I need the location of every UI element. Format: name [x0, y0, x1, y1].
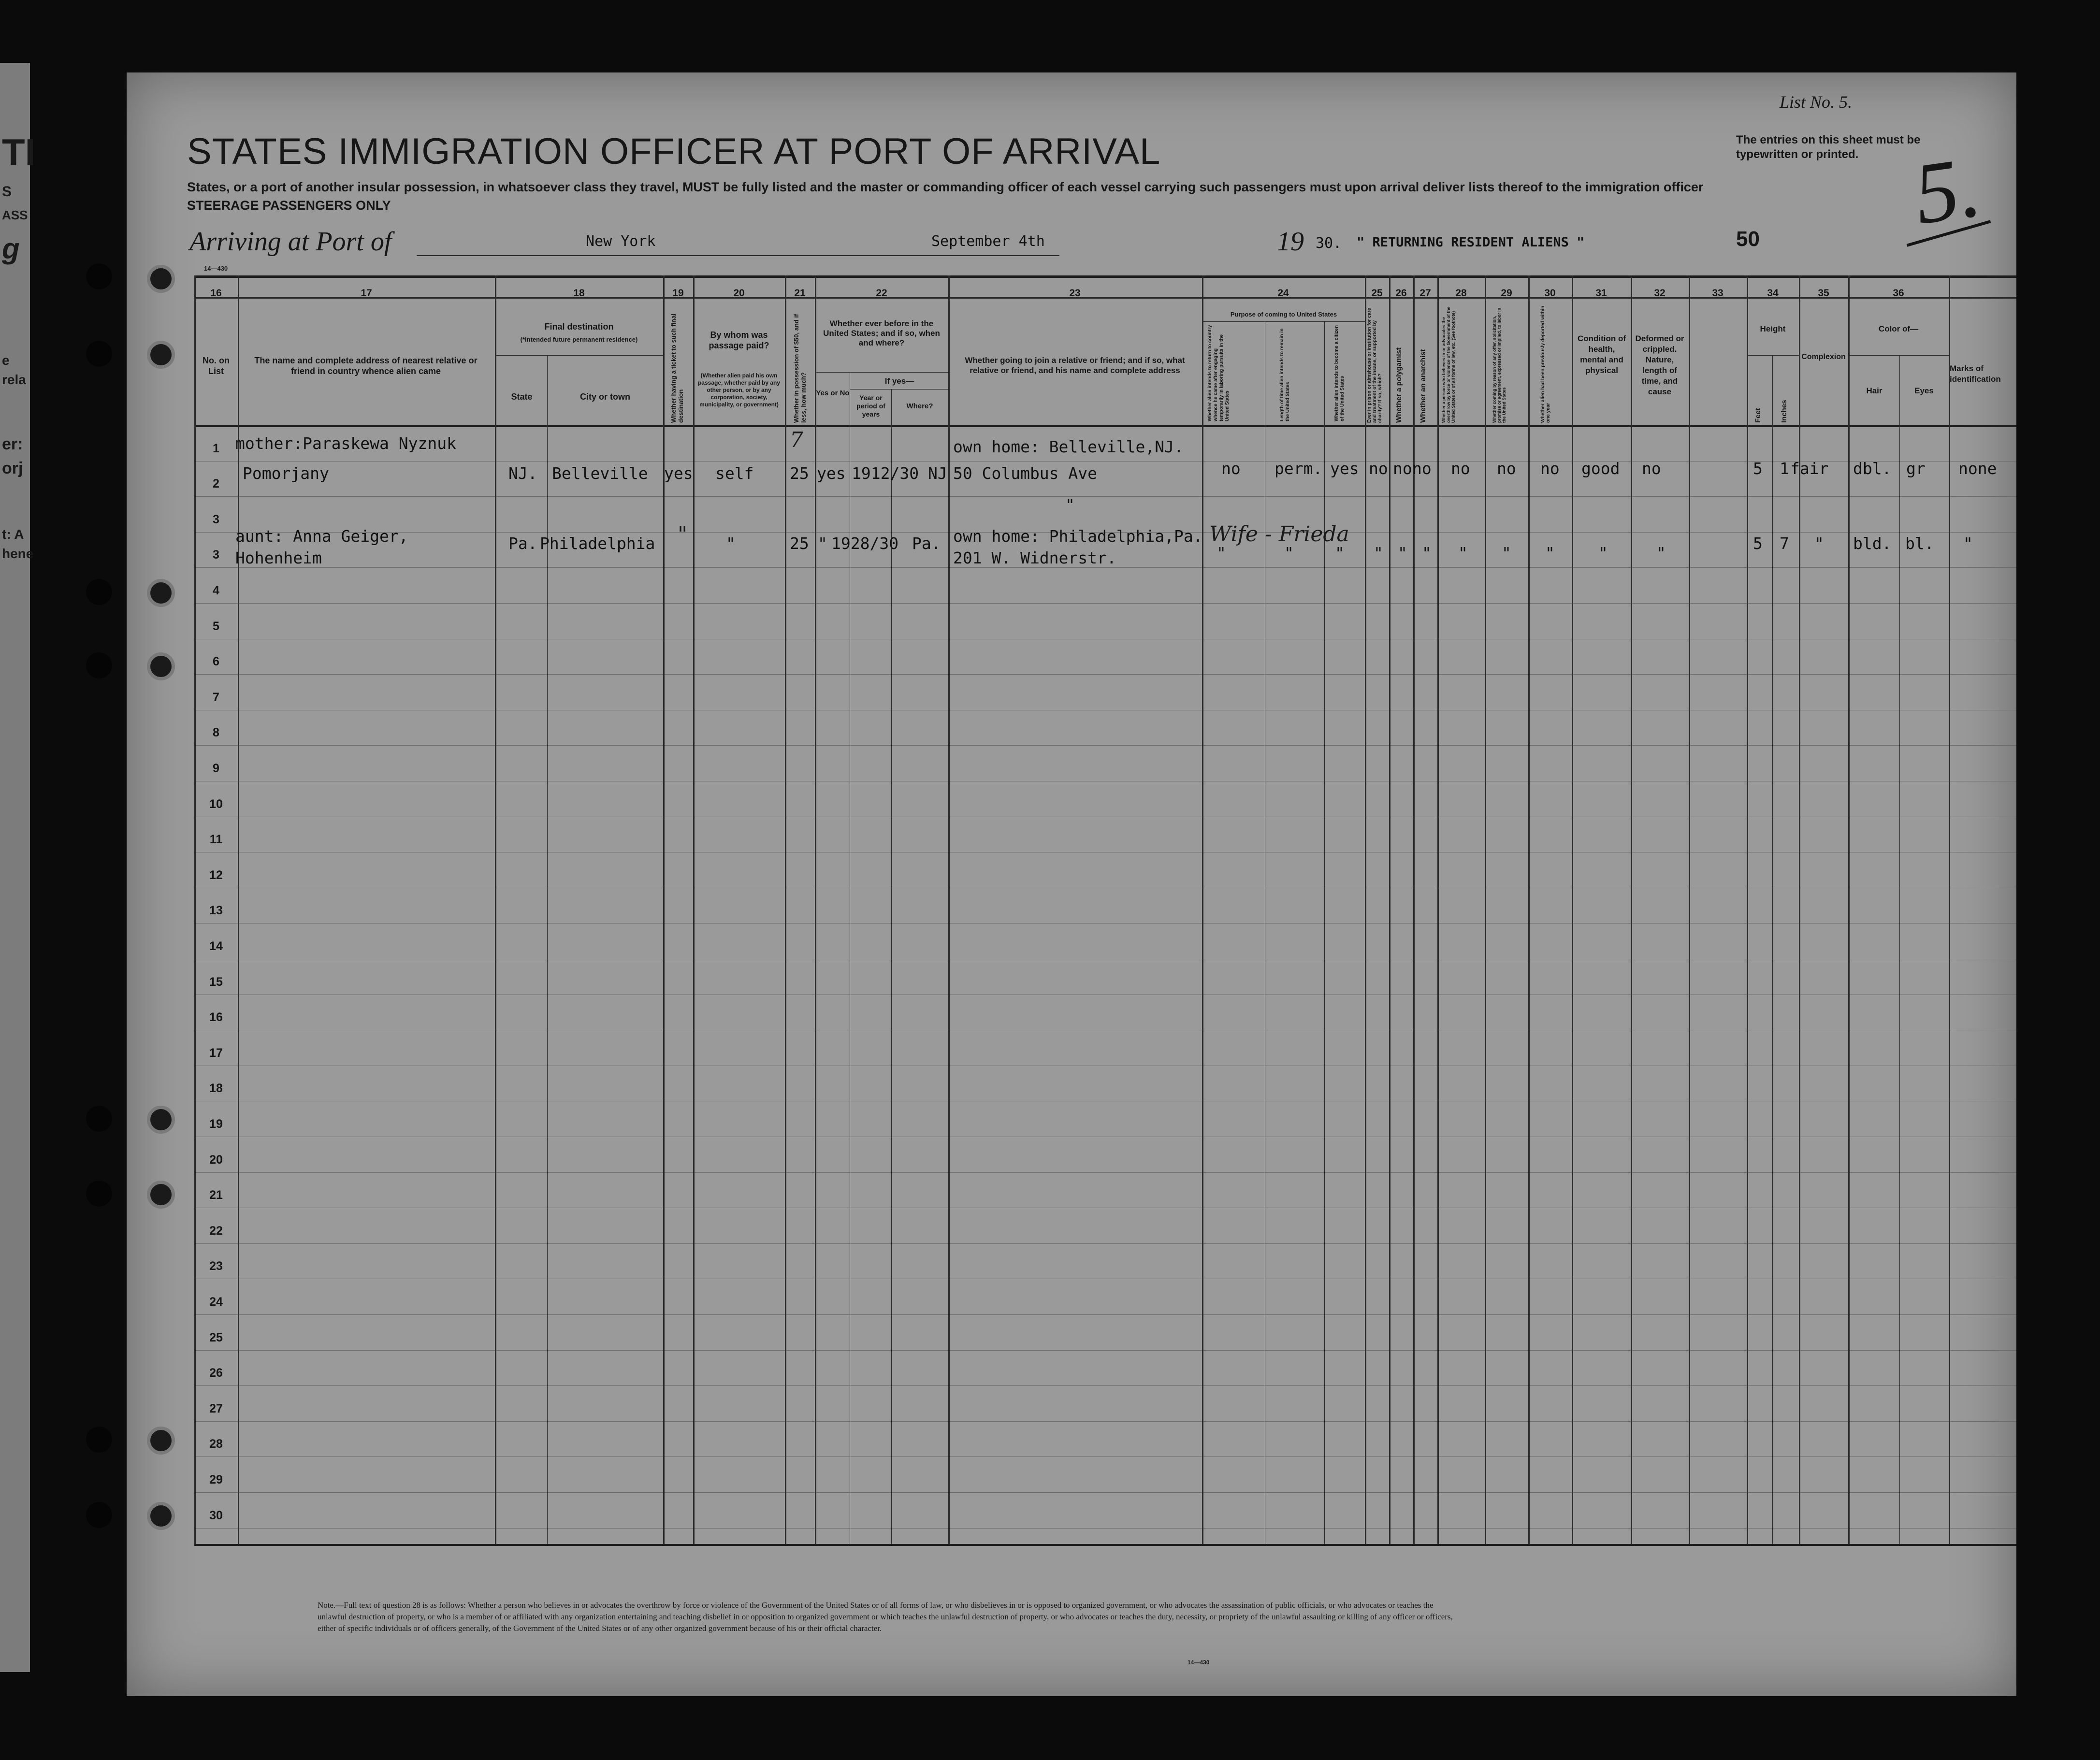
- row-number: 6: [213, 655, 219, 669]
- row-number: 17: [209, 1046, 223, 1060]
- header-if-yes: If yes—: [884, 376, 914, 386]
- row-number: 8: [213, 726, 219, 740]
- header-anarchist: Whether an anarchist: [1419, 349, 1427, 423]
- header-purpose-citizen: Whether alien intends to become a citizen of the United States: [1334, 325, 1345, 421]
- row-number: 24: [209, 1295, 223, 1309]
- entry1-inches: 1: [1780, 459, 1789, 478]
- table-bottom-border: [194, 1544, 2016, 1546]
- previous-page-fragment: [0, 63, 36, 1672]
- row-rule: [194, 674, 2016, 675]
- header-subrule: [495, 355, 663, 356]
- header-state: State: [511, 392, 533, 402]
- header-subrule: [1747, 355, 1799, 356]
- entry1-relative-line2: Pomorjany: [243, 464, 329, 483]
- hole-reinforcement: [147, 652, 175, 680]
- column-number: 31: [1595, 288, 1607, 299]
- prev-page-text: t: A: [2, 527, 24, 542]
- binder-hole: [86, 1502, 112, 1528]
- hole-reinforcement: [147, 1502, 175, 1530]
- row-number: 30: [209, 1508, 223, 1522]
- entry1-hair: dbl.: [1853, 459, 1892, 478]
- row-rule: [194, 745, 2016, 746]
- prev-page-text: rela: [2, 372, 26, 387]
- entry1-deported: no: [1540, 459, 1560, 478]
- entry1-city: Belleville: [552, 464, 648, 483]
- row-number: 28: [209, 1437, 223, 1451]
- col-divider: [1631, 275, 1632, 1544]
- entry1-complexion: fair: [1790, 459, 1829, 478]
- entry3-state: Pa.: [508, 534, 537, 553]
- ditto-mark: ": [1065, 495, 1075, 514]
- prev-page-text: hene: [2, 546, 34, 561]
- entry1-purpose-length: perm.: [1274, 459, 1323, 478]
- row-rule: [194, 603, 2016, 604]
- footnote: Note.—Full text of question 28 is as follows: Whether a person who believes in or advocates the overthrow by force or violence of the Government of the United States or of all forms of law, or who disbelieves in or is opposed to organized government, or who advocates the assassination of public officials, or who advocates or teaches the unlawful destruction of property, or who is a member of or affiliated with any organization entertaining and teaching disbelief in or opposition to organized government or which teaches the unlawful destruction of property, or who advocates or teaches the duty, necessity, or propriety of the unlawful assaulting or killing of any officer or officers, either of specific individuals or of officers generally, of the Government of the United States or of any other organized government because of his or their official character.: [318, 1601, 1453, 1633]
- binder-hole: [86, 652, 112, 678]
- row-number: 11: [209, 833, 223, 847]
- col-divider: [948, 275, 950, 1544]
- row-number: 7: [213, 690, 219, 704]
- row-number: 9: [213, 762, 219, 775]
- hole-reinforcement: [147, 1106, 175, 1134]
- header-year-period: Year or period of years: [856, 394, 885, 418]
- row-number: 23: [209, 1259, 223, 1273]
- header-nearest-relative: The name and complete address of nearest relative or friend in country whence alien came: [254, 356, 478, 376]
- list-number: List No. 5.: [1780, 92, 1853, 112]
- prev-page-text: orj: [2, 459, 23, 477]
- header-ticket: Whether having a ticket to such final destination: [670, 313, 684, 423]
- row-number: 1: [213, 441, 219, 455]
- entry3-purpose-citizen: ": [1335, 544, 1345, 563]
- header-city: City or town: [580, 392, 630, 402]
- row-number: 14: [209, 939, 223, 953]
- entry1-anarchist: no: [1412, 459, 1432, 478]
- row-number: 2: [213, 477, 219, 491]
- sheet-count: 50: [1736, 227, 1760, 251]
- entry3-where: Pa.: [912, 534, 941, 553]
- entry3-eyes: bl.: [1905, 534, 1934, 553]
- row-number: 22: [209, 1224, 223, 1238]
- hole-reinforcement: [147, 265, 175, 293]
- col-divider: [693, 275, 695, 1544]
- header-overthrow: Whether a person who believes in or advocates the overthrow by force or violence of the Government of the United States or of all forms of law, etc. (See footnote): [1441, 306, 1456, 423]
- header-color-of: Color of—: [1878, 324, 1919, 333]
- column-number: 33: [1712, 288, 1723, 299]
- col-divider: [1437, 275, 1439, 1544]
- row-number: 21: [209, 1188, 223, 1202]
- table-rule: [194, 297, 2016, 299]
- row-number: 5: [213, 619, 219, 633]
- header-deported: Whether alien had been previously deported within one year: [1540, 305, 1551, 423]
- arriving-label: Arriving at Port of: [189, 227, 392, 257]
- row-number: 26: [209, 1366, 223, 1380]
- binder-hole: [86, 263, 112, 289]
- row-rule: [194, 1350, 2016, 1351]
- col-divider: [785, 275, 786, 1544]
- binder-hole: [86, 1106, 112, 1132]
- entry1-years: 1912/30: [852, 464, 919, 483]
- header-by-whom-note: (Whether alien paid his own passage, whether paid by any other person, or by any corporation, society, municipality, or government): [697, 372, 781, 408]
- header-join-relative: Whether going to join a relative or friend; and if so, what relative or friend, and his name and complete address: [965, 356, 1185, 375]
- row-rule: [194, 1528, 2016, 1529]
- column-number: 17: [361, 288, 372, 299]
- row-number: 4: [213, 584, 219, 597]
- entry3-join-line2: 201 W. Widnerstr.: [953, 548, 1116, 567]
- column-number: 16: [210, 288, 222, 299]
- manifest-sheet: [127, 72, 2016, 1696]
- entry3-relative-line2: Hohenheim: [235, 548, 322, 567]
- prev-page-text: er:: [2, 435, 23, 453]
- form-code: 14—430: [204, 265, 228, 272]
- binder-hole: [86, 1181, 112, 1207]
- header-subrule: [850, 389, 948, 390]
- entry3-handwritten-note: Wife - Frieda: [1209, 522, 1349, 547]
- entry3-join-line1: own home: Philadelphia,Pa.: [953, 527, 1203, 546]
- entry3-money: 25: [790, 534, 809, 553]
- header-deformed: Deformed or crippled. Nature, length of time, and cause: [1635, 334, 1684, 396]
- col-divider: [1772, 355, 1773, 1544]
- entry1-before: yes: [817, 464, 846, 483]
- entry3-ticket: ": [678, 522, 688, 547]
- row-number: 3: [213, 548, 219, 562]
- page-title: STATES IMMIGRATION OFFICER AT PORT OF ARRIVAL: [187, 131, 1161, 172]
- entry3-purpose-return: ": [1217, 544, 1226, 563]
- entry1-purpose-return: no: [1221, 459, 1241, 478]
- row-rule: [194, 461, 2016, 462]
- column-number: 22: [876, 288, 887, 299]
- arrival-port: New York: [586, 233, 656, 250]
- entry1-overthrow: no: [1451, 459, 1470, 478]
- header-purpose: Purpose of coming to United States: [1230, 311, 1337, 318]
- arrival-date: September 4th: [931, 233, 1045, 250]
- hole-reinforcement: [147, 341, 175, 369]
- row-number: 13: [209, 904, 223, 918]
- col-divider: [1528, 275, 1530, 1544]
- row-rule: [194, 496, 2016, 497]
- row-number: 3: [213, 512, 219, 526]
- category-label: " RETURNING RESIDENT ALIENS ": [1357, 235, 1585, 250]
- column-number: 19: [672, 288, 684, 299]
- row-number: 18: [209, 1082, 223, 1096]
- col-divider: [1848, 275, 1850, 1544]
- col-divider: [1324, 321, 1325, 1544]
- entry3-feet: 5: [1753, 534, 1763, 553]
- entry1-money: 25: [790, 464, 809, 483]
- col-divider: [1485, 275, 1486, 1544]
- entry3-inches: 7: [1780, 534, 1789, 553]
- entry3-paid-by: ": [726, 534, 736, 553]
- year-prefix: 19: [1277, 227, 1304, 257]
- header-height: Height: [1760, 324, 1786, 333]
- column-number: 27: [1419, 288, 1431, 299]
- hole-reinforcement: [147, 1427, 175, 1455]
- column-number: 30: [1544, 288, 1556, 299]
- row-number: 15: [209, 975, 223, 989]
- entry1-relative-line1: mother:Paraskewa Nyznuk: [235, 434, 456, 453]
- column-number: 29: [1501, 288, 1512, 299]
- entry3-polygamist: ": [1398, 544, 1407, 563]
- row-number: 20: [209, 1153, 223, 1167]
- entry1-polygamist: no: [1393, 459, 1412, 478]
- column-number: 23: [1069, 288, 1081, 299]
- page-subtitle: States, or a port of another insular possession, in whatsoever class they travel, MUST be fully listed and the master or commanding officer of each vessel carrying such passengers must upon arrival deliver lists thereof to the immigration officer: [187, 180, 1704, 194]
- column-number: 32: [1654, 288, 1666, 299]
- header-subrule: [1202, 321, 1365, 322]
- header-eyes: Eyes: [1914, 386, 1934, 395]
- handwritten-sheet-number: 5.: [1908, 138, 1987, 243]
- header-subrule: [1848, 355, 1949, 356]
- header-inches: Inches: [1780, 400, 1788, 423]
- entry3-offer: ": [1502, 544, 1511, 563]
- column-number: 35: [1818, 288, 1829, 299]
- col-divider: [1572, 275, 1573, 1544]
- column-number: 36: [1893, 288, 1904, 299]
- column-number: 34: [1767, 288, 1779, 299]
- col-divider: [1899, 355, 1900, 1544]
- column-number: 20: [733, 288, 745, 299]
- header-feet: Feet: [1754, 408, 1762, 423]
- col-divider: [1747, 275, 1748, 1544]
- row-number: 12: [209, 868, 223, 882]
- header-final-destination: Final destination: [544, 322, 614, 332]
- entry1-state: NJ.: [508, 464, 537, 483]
- entry1-health: good: [1581, 459, 1620, 478]
- col-divider: [495, 275, 496, 1544]
- column-number: 25: [1371, 288, 1383, 299]
- col-divider: [891, 389, 892, 1544]
- row-rule: [194, 1314, 2016, 1315]
- row-number: 27: [209, 1401, 223, 1415]
- row-rule: [194, 1421, 2016, 1422]
- col-divider: [1202, 275, 1203, 1544]
- entry3-before: ": [818, 534, 827, 553]
- entry3-purpose-length: ": [1284, 544, 1294, 563]
- entry3-complexion: ": [1814, 534, 1824, 553]
- entry1-join-line1: own home: Belleville,NJ.: [953, 437, 1184, 456]
- header-marks: Marks of identification: [1950, 364, 2001, 384]
- header-health: Condition of health, mental and physical: [1577, 334, 1626, 375]
- header-purpose-return: Whether alien intends to return to country whence he came after engaging temporarily in laboring pursuits in the United States: [1207, 325, 1230, 421]
- entry3-deported: ": [1545, 544, 1555, 563]
- header-where: Where?: [906, 402, 933, 410]
- prev-page-text: ASS: [2, 208, 28, 222]
- entry1-money-mark: 7: [790, 428, 803, 452]
- table-header-bottom: [194, 425, 2016, 427]
- row-number: 10: [209, 797, 223, 811]
- col-divider: [194, 275, 196, 1544]
- hole-reinforcement: [147, 579, 175, 607]
- header-yes-or-no: Yes or No: [816, 389, 850, 397]
- column-number: 21: [794, 288, 806, 299]
- header-complexion: Complexion: [1801, 353, 1846, 361]
- entry1-feet: 5: [1753, 459, 1763, 478]
- header-prison: Ever in prison or almshouse or institution for care and treatment of the insane, or supported by charity? If so, which?: [1367, 308, 1383, 423]
- typewritten-note: The entries on this sheet must be typewritten or printed.: [1736, 133, 1921, 161]
- column-number: 18: [573, 288, 585, 299]
- entry3-deformed: ": [1656, 544, 1666, 563]
- header-subrule: [815, 372, 948, 373]
- entry3-health: ": [1598, 544, 1608, 563]
- row-number: 29: [209, 1473, 223, 1486]
- col-divider: [1949, 275, 1950, 1544]
- header-by-whom: By whom was passage paid?: [709, 330, 769, 350]
- steerage-label: STEERAGE PASSENGERS ONLY: [187, 198, 391, 213]
- header-polygamist: Whether a polygamist: [1395, 347, 1403, 423]
- entry3-marks: ": [1963, 534, 1973, 553]
- entry3-prison: ": [1374, 544, 1383, 563]
- prev-page-text: S: [2, 184, 12, 200]
- header-possession-50: Whether in possession of $50, and if less, how much?: [793, 314, 807, 423]
- table-top-border: [194, 275, 2016, 278]
- header-offer: Whether coming by reason of any offer, solicitation, promise or agreement, expressed or implied, to labor in the United States: [1492, 307, 1506, 423]
- col-divider: [1389, 275, 1390, 1544]
- col-divider: [238, 275, 239, 1544]
- entry1-offer: no: [1497, 459, 1516, 478]
- hole-reinforcement: [147, 1181, 175, 1209]
- col-divider: [547, 355, 548, 1544]
- row-rule: [194, 1172, 2016, 1173]
- entry1-join-line2: 50 Columbus Ave: [953, 464, 1098, 483]
- row-rule: [194, 1385, 2016, 1386]
- prev-page-text: g: [2, 232, 20, 265]
- entry1-ticket: yes: [664, 464, 693, 483]
- row-number: 25: [209, 1330, 223, 1344]
- row-number: 16: [209, 1010, 223, 1024]
- row-rule: [194, 567, 2016, 568]
- entry3-anarchist: ": [1422, 544, 1432, 563]
- entry3-years: 1928/30: [831, 534, 899, 553]
- entry3-overthrow: ": [1458, 544, 1468, 563]
- prev-page-text: e: [2, 353, 10, 368]
- binder-hole: [86, 579, 112, 605]
- entry3-relative-line1: aunt: Anna Geiger,: [235, 527, 408, 546]
- prev-page-text: TI: [2, 131, 36, 173]
- year-suffix: 30.: [1316, 235, 1342, 252]
- row-rule: [194, 1492, 2016, 1493]
- entry1-prison: no: [1369, 459, 1388, 478]
- row-number: 19: [209, 1117, 223, 1131]
- column-number: 24: [1277, 288, 1289, 299]
- header-no-on-list: No. on List: [203, 356, 230, 376]
- col-divider: [1365, 275, 1366, 1544]
- header-final-destination-note: (*Intended future permanent residence): [520, 336, 638, 343]
- entry1-purpose-citizen: yes: [1330, 459, 1359, 478]
- header-ever-before: Whether ever before in the United States; and if so, when and where?: [823, 319, 940, 347]
- fill-line: [417, 255, 1059, 256]
- entry3-city: Philadelphia: [540, 534, 655, 553]
- col-divider: [815, 275, 816, 1544]
- row-rule: [194, 1243, 2016, 1244]
- entry1-paid-by: self: [715, 464, 754, 483]
- entry1-eyes: gr: [1906, 459, 1926, 478]
- column-number: 28: [1455, 288, 1467, 299]
- entry3-hair: bld.: [1853, 534, 1892, 553]
- column-number: 26: [1395, 288, 1407, 299]
- entry1-marks: none: [1958, 459, 1997, 478]
- header-purpose-length: Length of time alien intends to remain in the United States: [1279, 328, 1290, 421]
- entry1-where: NJ: [928, 464, 947, 483]
- binder-hole: [86, 341, 112, 367]
- footer-form-code: 14—430: [1188, 1659, 1210, 1666]
- binder-hole: [86, 1427, 112, 1453]
- header-hair: Hair: [1866, 386, 1883, 395]
- entry1-deformed: no: [1642, 459, 1661, 478]
- col-divider: [1689, 275, 1690, 1544]
